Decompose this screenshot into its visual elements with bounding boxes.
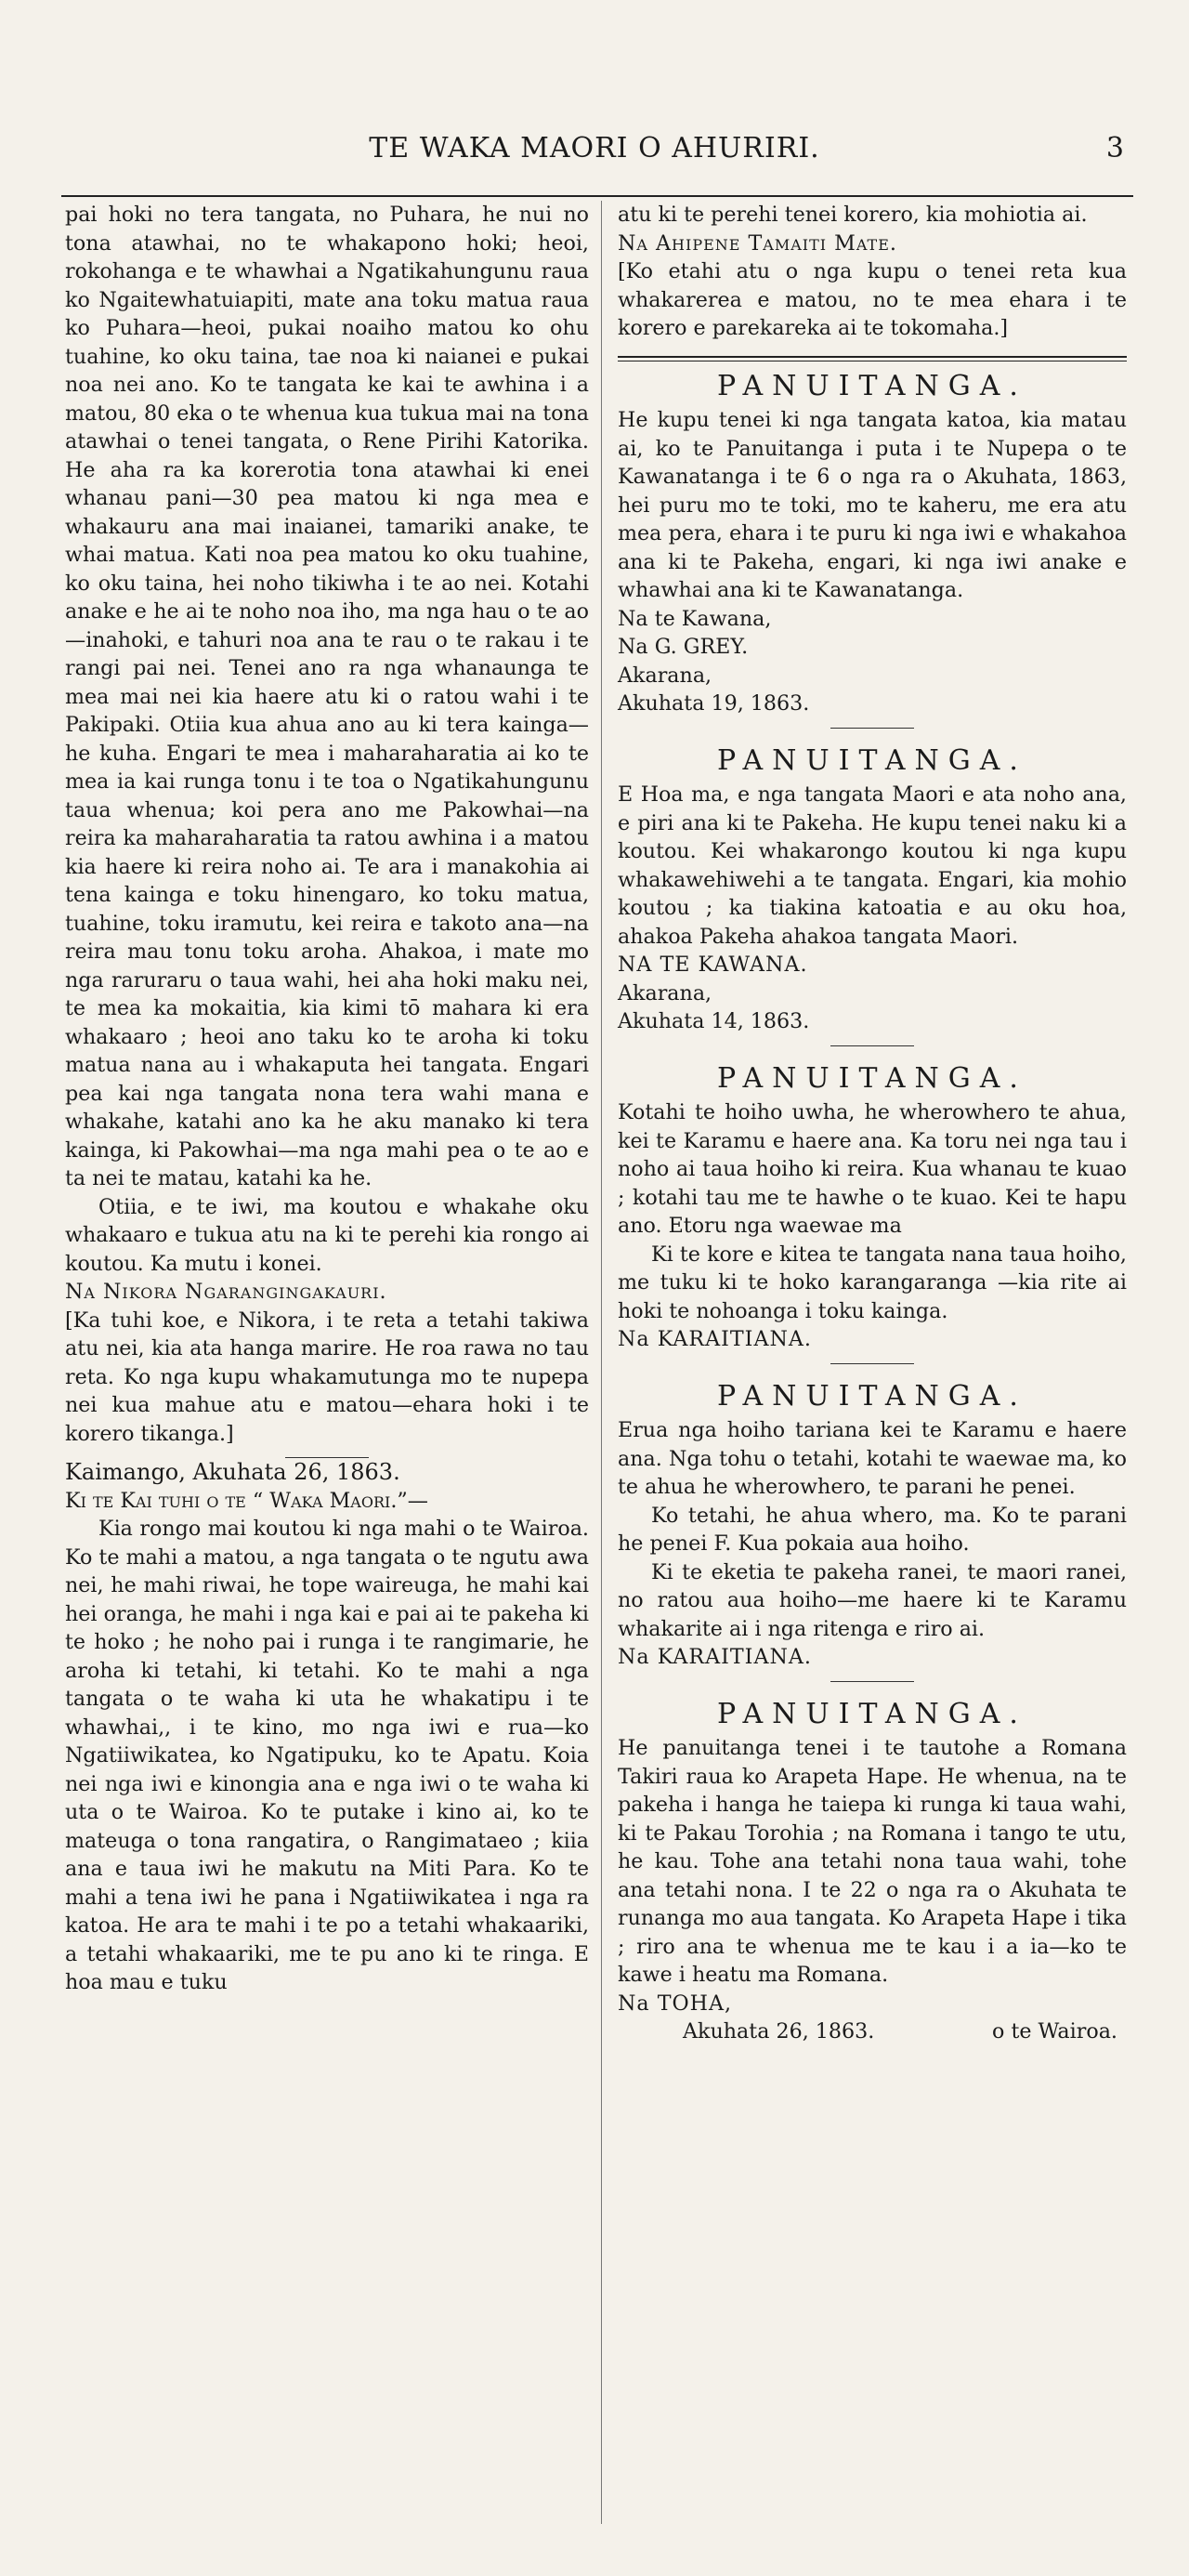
running-head: [0, 130, 1189, 173]
divider: [830, 1363, 914, 1364]
letter-paragraph: atu ki te perehi tenei korero, kia mohiotia ai.: [618, 203, 1088, 227]
column-divider: [601, 201, 602, 2524]
notice-signature: Na KARAITIANA.: [618, 1327, 812, 1351]
editor-note: [Ko etahi atu o nga kupu o tenei reta kua whakarerea e matou, no te mea ehara i te korero e parekareka ai te tokomaha.]: [618, 259, 1127, 340]
notice-signature: Na KARAITIANA.: [618, 1645, 812, 1669]
notice-heading: PANUITANGA.: [717, 1379, 1027, 1413]
notice-body: He kupu tenei ki nga tangata katoa, kia matau ai, ko te Panuitanga i puta i te Nupepa o te Kawanatanga i te 6 o nga ra o Akuhata, 1863, hei puru mo te toki, mo te kaheru, me era atu mea pera, ehara i te puru ki nga iwi e whakahoa ana ki te Pakeha, engari, ki nga iwi anake e whawhai ana ki te Kawanatanga.: [618, 408, 1127, 602]
notice-body: Erua nga hoiho tariana kei te Karamu e haere ana. Nga tohu o tetahi, kotahi te waewae ma, ko te ahua he wherowhero, te parani he penei.: [618, 1418, 1127, 1499]
notice-signature: Na TOHA,: [618, 1991, 733, 2016]
notice-body: Ki te eketia te pakeha ranei, te maori ranei, no ratou aua hoiho—me haere ki te Karamu whakarite ai i nga ritenga e riro ai.: [618, 1559, 1127, 1641]
notice-place: Akarana,: [618, 663, 712, 688]
right-column: [618, 201, 1127, 2046]
header-rule: [61, 195, 1133, 197]
letter-paragraph: pai hoki no tera tangata, no Puhara, he nui no tona atawhai, no te whakapono hoki; heoi, rokohanga e te whawhai a Ngatikahungunu raua ko Ngaitewhatuiapiti, mate ana toku matua raua ko Puhara—heoi, pukai noaiho matou ko ohu tuahine, ko oku taina, tae noa ki naianei e pukai noa nei ano. Ko te tangata ke kai te awhina i a matou, 80 eka o te whenua kua tukua mai na tona atawhai o tenei tangata, o Rene Pirihi Katorika. He aha ra ka korerotia tona atawhai ki enei whanau pani—30 pea matou ki nga mea e whakauru ana mai inaianei, tamariki anake, te whai matua. Kati noa pea matou ko oku tuahine, ko oku taina, hei noho tikiwha i te ao nei. Kotahi anake e he ai te noho noa iho, ma nga hau o te ao—inahoki, e tahuri noa ana te rau o te rakau i te rangi pai nei. Tenei ano ra nga whanaunga te mea mai nei kia haere atu ki o ratou wahi i te Pakipaki. Otiia kua ahua ano au ki tera kainga—he kuha. Engari te mea i maharaharatia ai ko te mea ia kai runga tonu i te toa o Ngatikahungunu taua whenua; koi pera ano me Pakowhai—na reira ka maharaharatia ta ratou awhina i a matou kia haere ki reira noho ai. Te ara i manakohia ai tena kainga e toku hinengaro, ko toku matua, tuahine, toku iramutu, kei reira e takoto ana—na reira mau tonu toku aroha. Ahakoa, i mate mo nga raruraru o taua wahi, hei aha hoki maku nei, te mea ka mokaitia, kia kimi tō mahara ki era whakaaro ; heoi ano taku ko te aroha ki toku matua nana au i whakaputa hei tangata. Engari pea kai nga tangata nona tera wahi mana e whakahe, katahi ano ka he aku manako ki tera kainga, ki Pakowhai—ma nga mahi pea o te ao e ta nei te matau, katahi ka he.: [65, 203, 589, 1190]
letter-paragraph: Kia rongo mai koutou ki nga mahi o te Wairoa. Ko te mahi a matou, a nga tangata o te ngutu awa nei, he mahi riwai, he tope waireuga, he mahi kai hei oranga, he mahi i nga kai e pai ai te pakeha ki te hoko ; he noho pai i runga i te rangimarie, he aroha ki tetahi, ki tetahi. Ko te mahi a nga tangata o te waha ki uta he whakatipu i te whawhai,, i te kino, mo nga iwi e rua—ko Ngatiiwikatea, ko Ngatipuku, ko te Apatu. Koia nei nga iwi e kinongia ana e nga iwi o te waha ki uta o te Wairoa. Ko te putake i kino ai, ko te mateuga o tona rangatira, o Rangimataeo ; kiia ana e taua iwi he makutu na Miti Para. Ko te mahi a tena iwi he pana i Ngatiiwikatea i nga ra katoa. He ara te mahi i te po a tetahi whakaariki, a tetahi whakaariki, me te pu ano ki te ringa. E hoa mau e tuku: [65, 1517, 589, 1994]
notice-heading: PANUITANGA.: [717, 1697, 1027, 1730]
divider: [830, 728, 914, 729]
notice-place: Akarana,: [618, 980, 712, 1005]
notice-body: He panuitanga tenei i te tautohe a Romana Takiri raua ko Arapeta Hape. He whenua, na te pakeha i hanga he taiepa ki runga ki taua wahi, ki te Pakau Torohia ; na Romana i tango te utu, he kau. Tohe ana tetahi nona taua wahi, tohe ana tetahi nona. I te 22 o nga ra o Akuhata te runanga mo aua tangata. Ko Arapeta Hape i tika ; riro ana te whenua me te kau i a ia—ko te kawe i heatu ma Romana.: [618, 1736, 1127, 1987]
notice-date: Akuhata 14, 1863.: [618, 1009, 810, 1033]
notice-date: Akuhata 26, 1863.: [683, 2019, 875, 2044]
letter-dateline: Kaimango, Akuhata 26, 1863.: [65, 1459, 400, 1485]
notice-signature: Na G. GREY.: [618, 635, 749, 659]
letter-paragraph: Otiia, e te iwi, ma koutou e whakahe oku whakaaro e tukua atu na ki te perehi kia rongo ai koutou. Ka mutu i konei.: [65, 1194, 589, 1276]
editor-note: [Ka tuhi koe, e Nikora, i te reta a tetahi takiwa atu nei, kia ata hanga marire. He roa rawa no tau reta. Ko nga kupu whakamutunga mo te nupepa nei kua mahue atu e matou—ehara hoki i te korero tikanga.]: [65, 1308, 589, 1446]
divider: [830, 1681, 914, 1682]
notice-body: Ko tetahi, he ahua whero, ma. Ko te parani he penei F. Kua pokaia aua hoiho.: [618, 1503, 1127, 1556]
notice-heading: PANUITANGA.: [717, 369, 1027, 402]
notice-body: Kotahi te hoiho uwha, he wherowhero te ahua, kei te Karamu e haere ana. Ka toru nei nga tau i noho ai taua hoiho ki reira. Kua whanau te kuao ; kotahi tau me te hawhe o te kuao. Kei te hapu ano. Etoru nga waewae ma: [618, 1100, 1127, 1238]
letter-salutation: Ki te Kai tuhi o te “ Waka Maori.”—: [65, 1488, 428, 1513]
notice-footer: [683, 2017, 1127, 2046]
letter-signature: Na Nikora Ngarangingakauri.: [65, 1280, 387, 1304]
notice-place: o te Wairoa.: [992, 2019, 1117, 2044]
divider: [830, 1045, 914, 1046]
section-rule: [618, 356, 1127, 361]
notice-date: Akuhata 19, 1863.: [618, 691, 810, 716]
page-title: TE WAKA MAORI O AHURIRI.: [369, 132, 820, 164]
notice-body: E Hoa ma, e nga tangata Maori e ata noho ana, e piri ana ki te Pakeha. He kupu tenei naku ki a koutou. Kei whakarongo koutou ki nga kupu whakawehiwehi a te tangata. Engari, kia mohio koutou ; ka tiakina katoatia e au oku hoa, ahakoa Pakeha ahakoa tangata Maori.: [618, 782, 1127, 949]
notice-signature: NA TE KAWANA.: [618, 953, 808, 977]
notice-heading: PANUITANGA.: [717, 1061, 1027, 1095]
left-column: [65, 201, 589, 1997]
notice-body: Ki te kore e kitea te tangata nana taua hoiho, me tuku ki te hoko karangaranga —kia rite ai hoki te nohoanga i toku kainga.: [618, 1242, 1127, 1323]
notice-signature: Na te Kawana,: [618, 606, 772, 631]
letter-signature: Na Ahipene Tamaiti Mate.: [618, 230, 897, 256]
notice-heading: PANUITANGA.: [717, 743, 1027, 777]
page-number: 3: [1105, 132, 1124, 164]
